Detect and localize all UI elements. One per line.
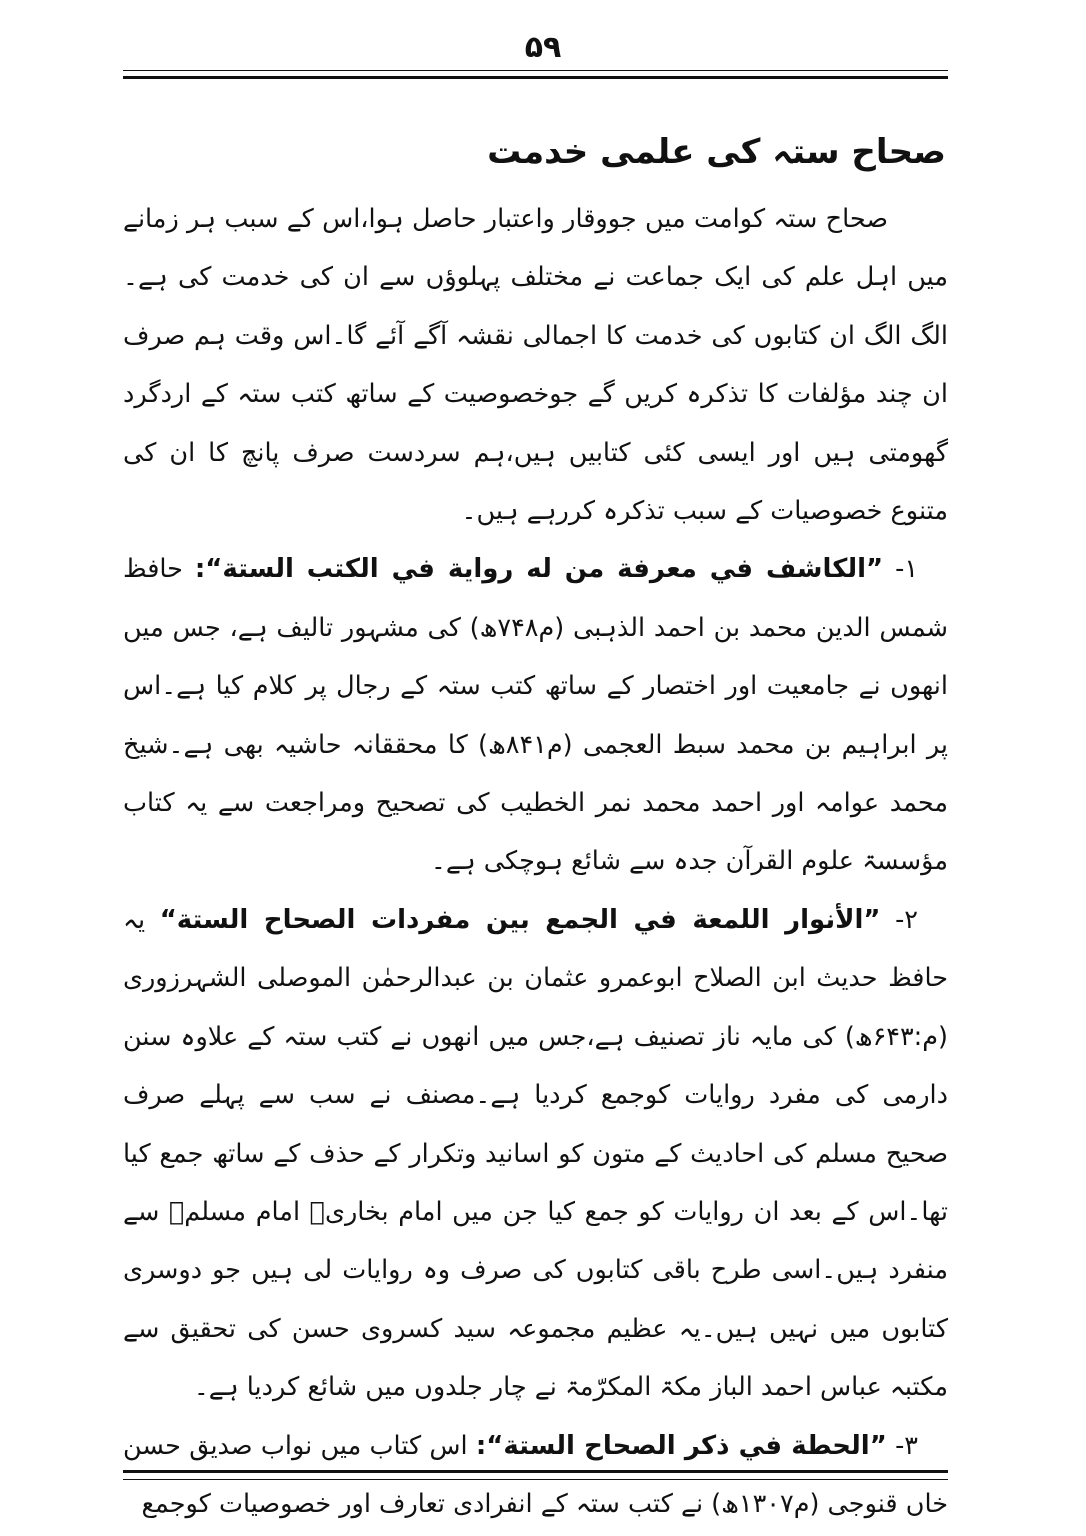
book-title: ”الحطة في ذكر الصحاح الستة“:: [475, 1430, 887, 1461]
item-number: ۱-: [895, 554, 919, 585]
item-text: اس کتاب میں نواب صدیق حسن خاں قنوجی (م۱۳۰۷ھ) نے کتب ستہ کے انفرادی تعارف اور خصوصیات کوجمع: [123, 1430, 948, 1519]
header-rule-thick: [123, 76, 948, 79]
footer-rule-thin: [123, 1479, 948, 1480]
item-number: ۲-: [895, 904, 918, 935]
page-content: [123, 120, 948, 1533]
book-title: ”الأنوار اللمعة في الجمع بين مفردات الصحاح الستة“: [159, 904, 881, 935]
item-text: حافظ شمس الدین محمد بن احمد الذہبی (م۷۴۸ھ) کی مشہور تالیف ہے، جس میں انھوں نے جامعیت اور اختصار کے ساتھ کتب ستہ کے رجال پر کلام کیا ہے۔اس پر ابراہیم بن محمد سبط العجمی (م۸۴۱ھ) کا محققانہ حاشیہ بھی ہے۔شیخ محمد عوامہ اور احمد محمد نمر الخطیب کی تصحیح ومراجعت سے یہ کتاب مؤسسۃ علوم القرآن جدہ سے شائع ہوچکی ہے۔: [123, 554, 948, 877]
item-number: ۳-: [895, 1430, 918, 1461]
section-heading: صحاح ستہ کی علمی خدمت: [487, 132, 946, 172]
footer-rule-thick: [123, 1470, 948, 1473]
item-text: یہ حافظ حدیث ابن الصلاح ابوعمرو عثمان بن عبدالرحمٰن الموصلی الشہرزوری (م:۶۴۳ھ) کی مایہ ناز تصنیف ہے،جس میں انھوں نے کتب ستہ کے علاوہ سنن دارمی کی مفرد روایات کوجمع کردیا ہے۔مصنف نے سب سے پہلے صرف صحیح مسلم کی احادیث کے متون کو اسانید وتکرار کے حذف کے ساتھ جمع کیا تھا۔اس کے بعد ان روایات کو جمع کیا جن میں امام بخاریؒ امام مسلمؒ سے منفرد ہیں۔اسی طرح باقی کتابوں کی صرف وہ روایات لی ہیں جو دوسری کتابوں میں نہیں ہیں۔یہ عظیم مجموعہ سید کسروی حسن کی تحقیق سے مکتبہ عباس احمد الباز مکۃ المکرّمۃ نے چار جلدوں میں شائع کردیا ہے۔: [123, 904, 948, 1403]
intro-paragraph: صحاح ستہ کوامت میں جووقار واعتبار حاصل ہوا،اس کے سبب ہر زمانے میں اہل علم کی ایک جماعت نے مختلف پہلوؤں سے ان کی خدمت کی ہے۔ الگ الگ ان کتابوں کی خدمت کا اجمالی نقشہ آگے آئے گا۔اس وقت ہم صرف ان چند مؤلفات کا تذکرہ کریں گے جوخصوصیت کے ساتھ کتب ستہ کے اردگرد گھومتی ہیں اور ایسی کئی کتابیں ہیں،ہم سردست صرف پانچ کا ان کی متنوع خصوصیات کے سبب تذکرہ کررہے ہیں۔: [123, 204, 948, 527]
page-number: ۵۹: [524, 30, 562, 65]
list-item-3: [123, 1417, 948, 1534]
book-title: ”الكاشف في معرفة من له رواية في الكتب الستة“:: [194, 554, 884, 585]
header-rule-thin: [123, 70, 948, 71]
list-item-1: [123, 540, 948, 890]
list-item-2: [123, 891, 948, 1417]
